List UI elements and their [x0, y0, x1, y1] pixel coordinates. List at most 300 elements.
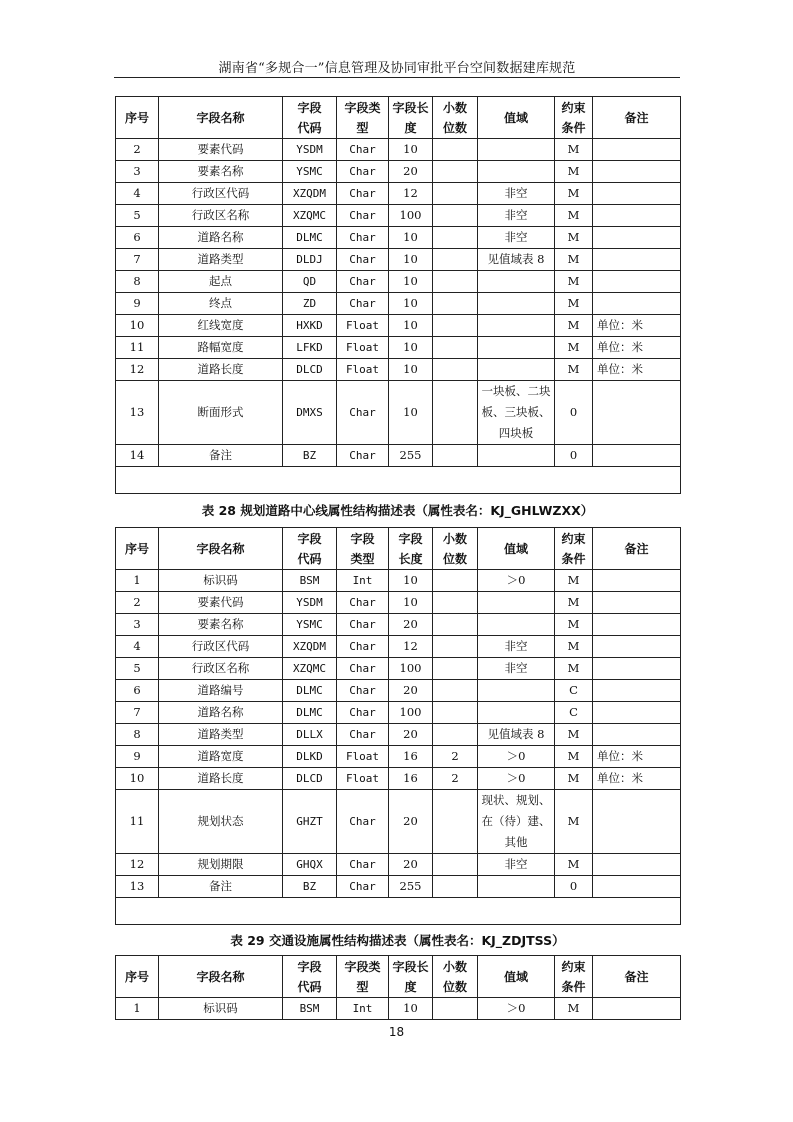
- cell-domain: 非空: [478, 205, 555, 227]
- cell-seq: 1: [116, 570, 159, 592]
- col-note: 备注: [593, 528, 681, 570]
- cell-code: YSMC: [283, 614, 337, 636]
- cell-decimals: [433, 592, 478, 614]
- cell-name: 行政区名称: [159, 205, 283, 227]
- cell-length: 20: [389, 854, 433, 876]
- cell-decimals: [433, 445, 478, 467]
- table-row: [116, 790, 681, 854]
- cell-code: XZQDM: [283, 183, 337, 205]
- cell-note: [593, 636, 681, 658]
- col-seq: 序号: [116, 97, 159, 139]
- cell-domain: [478, 139, 555, 161]
- cell-length: 100: [389, 205, 433, 227]
- cell-code: HXKD: [283, 315, 337, 337]
- cell-name: 标识码: [159, 570, 283, 592]
- cell-type: Float: [337, 768, 389, 790]
- cell-length: 12: [389, 183, 433, 205]
- cell-name: 规划期限: [159, 854, 283, 876]
- col-note: 备注: [593, 97, 681, 139]
- cell-decimals: [433, 614, 478, 636]
- cell-constraint: M: [555, 790, 593, 854]
- cell-seq: 6: [116, 680, 159, 702]
- table-row: [116, 161, 681, 183]
- cell-note: [593, 139, 681, 161]
- cell-note: [593, 614, 681, 636]
- page-number: 18: [388, 1025, 405, 1039]
- table-row: [116, 724, 681, 746]
- col-domain: 值域: [478, 97, 555, 139]
- cell-length: 10: [389, 592, 433, 614]
- col-seq: 序号: [116, 528, 159, 570]
- cell-code: GHZT: [283, 790, 337, 854]
- cell-domain: 非空: [478, 854, 555, 876]
- cell-name: 起点: [159, 271, 283, 293]
- cell-code: DLKD: [283, 746, 337, 768]
- col-type: 字段 类型: [337, 528, 389, 570]
- cell-domain: ＞0: [478, 768, 555, 790]
- cell-domain: [478, 337, 555, 359]
- table-row: [116, 337, 681, 359]
- cell-domain: [478, 592, 555, 614]
- cell-name: 断面形式: [159, 381, 283, 445]
- col-name: 字段名称: [159, 97, 283, 139]
- cell-length: 10: [389, 249, 433, 271]
- cell-seq: 10: [116, 768, 159, 790]
- cell-type: Float: [337, 315, 389, 337]
- table-row: [116, 271, 681, 293]
- cell-empty: [116, 898, 681, 925]
- cell-note: 单位：米: [593, 337, 681, 359]
- cell-length: 10: [389, 570, 433, 592]
- col-decimals: 小数 位数: [433, 97, 478, 139]
- cell-length: 10: [389, 359, 433, 381]
- table-29-caption: 表 29 交通设施属性结构描述表（属性表名：KJ_ZDJTSS）: [230, 933, 565, 948]
- table-header-row: [116, 528, 681, 570]
- cell-seq: 10: [116, 315, 159, 337]
- table-row: [116, 570, 681, 592]
- cell-code: QD: [283, 271, 337, 293]
- cell-name: 道路编号: [159, 680, 283, 702]
- cell-length: 20: [389, 724, 433, 746]
- cell-code: DLCD: [283, 359, 337, 381]
- cell-decimals: [433, 293, 478, 315]
- col-length: 字段长 度: [389, 97, 433, 139]
- cell-name: 道路宽度: [159, 746, 283, 768]
- cell-name: 要素代码: [159, 592, 283, 614]
- cell-decimals: [433, 315, 478, 337]
- cell-note: [593, 381, 681, 445]
- cell-decimals: [433, 139, 478, 161]
- cell-note: [593, 445, 681, 467]
- cell-seq: 2: [116, 592, 159, 614]
- cell-constraint: M: [555, 998, 593, 1020]
- cell-name: 道路长度: [159, 359, 283, 381]
- cell-code: GHQX: [283, 854, 337, 876]
- cell-constraint: M: [555, 636, 593, 658]
- cell-length: 10: [389, 271, 433, 293]
- cell-decimals: [433, 249, 478, 271]
- table-row: [116, 592, 681, 614]
- cell-name: 行政区代码: [159, 183, 283, 205]
- cell-decimals: 2: [433, 768, 478, 790]
- cell-domain: [478, 445, 555, 467]
- cell-type: Char: [337, 249, 389, 271]
- table-row: [116, 227, 681, 249]
- cell-code: BSM: [283, 570, 337, 592]
- cell-constraint: 0: [555, 381, 593, 445]
- table-row: [116, 998, 681, 1020]
- cell-note: 单位：米: [593, 768, 681, 790]
- cell-code: BZ: [283, 445, 337, 467]
- cell-constraint: M: [555, 249, 593, 271]
- cell-name: 规划状态: [159, 790, 283, 854]
- cell-domain: [478, 293, 555, 315]
- table-row: [116, 205, 681, 227]
- col-code: 字段 代码: [283, 528, 337, 570]
- col-length: 字段长 度: [389, 956, 433, 998]
- cell-type: Char: [337, 702, 389, 724]
- cell-code: DMXS: [283, 381, 337, 445]
- cell-name: 道路类型: [159, 249, 283, 271]
- cell-code: DLCD: [283, 768, 337, 790]
- cell-note: [593, 854, 681, 876]
- table-row: [116, 702, 681, 724]
- cell-type: Char: [337, 876, 389, 898]
- cell-length: 100: [389, 702, 433, 724]
- col-code: 字段 代码: [283, 956, 337, 998]
- cell-length: 10: [389, 315, 433, 337]
- cell-type: Char: [337, 139, 389, 161]
- cell-length: 100: [389, 658, 433, 680]
- cell-name: 要素名称: [159, 161, 283, 183]
- cell-decimals: [433, 337, 478, 359]
- cell-name: 要素名称: [159, 614, 283, 636]
- cell-seq: 1: [116, 998, 159, 1020]
- col-seq: 序号: [116, 956, 159, 998]
- cell-code: DLMC: [283, 227, 337, 249]
- cell-domain: 见值域表 8: [478, 249, 555, 271]
- table-27-continued: [115, 96, 681, 494]
- cell-length: 255: [389, 876, 433, 898]
- table-28: [115, 527, 681, 925]
- cell-note: 单位：米: [593, 315, 681, 337]
- cell-constraint: C: [555, 680, 593, 702]
- table-row: [116, 359, 681, 381]
- cell-constraint: M: [555, 315, 593, 337]
- table-row: [116, 445, 681, 467]
- cell-name: 标识码: [159, 998, 283, 1020]
- cell-seq: 12: [116, 359, 159, 381]
- cell-code: BZ: [283, 876, 337, 898]
- table-row: [116, 249, 681, 271]
- cell-seq: 5: [116, 205, 159, 227]
- cell-domain: ＞0: [478, 570, 555, 592]
- cell-length: 10: [389, 381, 433, 445]
- cell-length: 16: [389, 746, 433, 768]
- col-name: 字段名称: [159, 956, 283, 998]
- cell-code: LFKD: [283, 337, 337, 359]
- cell-seq: 13: [116, 876, 159, 898]
- col-constraint: 约束 条件: [555, 97, 593, 139]
- cell-name: 道路类型: [159, 724, 283, 746]
- cell-constraint: M: [555, 768, 593, 790]
- cell-length: 255: [389, 445, 433, 467]
- cell-decimals: [433, 854, 478, 876]
- table-row: [116, 293, 681, 315]
- cell-note: [593, 702, 681, 724]
- cell-seq: 13: [116, 381, 159, 445]
- cell-code: YSMC: [283, 161, 337, 183]
- col-note: 备注: [593, 956, 681, 998]
- header-rule: [114, 77, 680, 78]
- cell-constraint: M: [555, 724, 593, 746]
- cell-seq: 9: [116, 746, 159, 768]
- cell-type: Char: [337, 592, 389, 614]
- cell-code: YSDM: [283, 592, 337, 614]
- cell-seq: 11: [116, 790, 159, 854]
- cell-constraint: M: [555, 205, 593, 227]
- table-header-row: [116, 97, 681, 139]
- cell-name: 道路长度: [159, 768, 283, 790]
- table-row: [116, 381, 681, 445]
- cell-decimals: [433, 271, 478, 293]
- cell-length: 12: [389, 636, 433, 658]
- cell-seq: 3: [116, 614, 159, 636]
- cell-domain: [478, 702, 555, 724]
- cell-length: 16: [389, 768, 433, 790]
- cell-domain: [478, 271, 555, 293]
- cell-seq: 7: [116, 249, 159, 271]
- cell-domain: ＞0: [478, 746, 555, 768]
- cell-seq: 4: [116, 183, 159, 205]
- cell-code: DLMC: [283, 680, 337, 702]
- table-28-caption: 表 28 规划道路中心线属性结构描述表（属性表名：KJ_GHLWZXX）: [201, 503, 594, 518]
- cell-decimals: [433, 205, 478, 227]
- col-domain: 值域: [478, 528, 555, 570]
- cell-constraint: M: [555, 359, 593, 381]
- cell-constraint: M: [555, 854, 593, 876]
- cell-seq: 9: [116, 293, 159, 315]
- cell-seq: 14: [116, 445, 159, 467]
- cell-constraint: M: [555, 139, 593, 161]
- cell-decimals: [433, 183, 478, 205]
- cell-type: Float: [337, 359, 389, 381]
- cell-name: 终点: [159, 293, 283, 315]
- cell-type: Char: [337, 658, 389, 680]
- cell-note: [593, 570, 681, 592]
- table-row: [116, 139, 681, 161]
- cell-constraint: M: [555, 183, 593, 205]
- cell-type: Char: [337, 205, 389, 227]
- cell-code: DLDJ: [283, 249, 337, 271]
- cell-note: [593, 876, 681, 898]
- cell-domain: 见值域表 8: [478, 724, 555, 746]
- cell-type: Int: [337, 998, 389, 1020]
- cell-constraint: M: [555, 614, 593, 636]
- cell-constraint: 0: [555, 445, 593, 467]
- cell-constraint: M: [555, 592, 593, 614]
- cell-length: 10: [389, 139, 433, 161]
- page-header: 湖南省“多规合一”信息管理及协同审批平台空间数据建库规范: [218, 61, 576, 76]
- cell-type: Float: [337, 746, 389, 768]
- cell-length: 20: [389, 614, 433, 636]
- cell-decimals: [433, 998, 478, 1020]
- cell-decimals: [433, 570, 478, 592]
- cell-constraint: 0: [555, 876, 593, 898]
- cell-decimals: [433, 658, 478, 680]
- cell-code: XZQDM: [283, 636, 337, 658]
- table-empty-row: [116, 898, 681, 925]
- cell-note: [593, 790, 681, 854]
- cell-name: 道路名称: [159, 702, 283, 724]
- cell-code: DLMC: [283, 702, 337, 724]
- cell-note: [593, 227, 681, 249]
- cell-domain: 非空: [478, 636, 555, 658]
- table-row: [116, 854, 681, 876]
- cell-name: 路幅宽度: [159, 337, 283, 359]
- cell-note: [593, 592, 681, 614]
- cell-constraint: M: [555, 161, 593, 183]
- cell-type: Char: [337, 636, 389, 658]
- col-type: 字段类 型: [337, 956, 389, 998]
- cell-constraint: M: [555, 271, 593, 293]
- cell-seq: 8: [116, 724, 159, 746]
- table-row: [116, 658, 681, 680]
- col-type: 字段类 型: [337, 97, 389, 139]
- cell-type: Char: [337, 227, 389, 249]
- cell-note: 单位：米: [593, 359, 681, 381]
- table-empty-row: [116, 467, 681, 494]
- table-row: [116, 768, 681, 790]
- cell-seq: 12: [116, 854, 159, 876]
- cell-code: XZQMC: [283, 205, 337, 227]
- cell-type: Char: [337, 614, 389, 636]
- cell-decimals: [433, 359, 478, 381]
- cell-decimals: 2: [433, 746, 478, 768]
- cell-note: [593, 205, 681, 227]
- cell-constraint: M: [555, 658, 593, 680]
- cell-decimals: [433, 702, 478, 724]
- cell-constraint: M: [555, 293, 593, 315]
- cell-name: 备注: [159, 876, 283, 898]
- cell-domain: [478, 161, 555, 183]
- table-row: [116, 636, 681, 658]
- table-header-row: [116, 956, 681, 998]
- cell-domain: [478, 614, 555, 636]
- cell-type: Char: [337, 381, 389, 445]
- cell-note: [593, 271, 681, 293]
- cell-domain: 现状、规划、 在（待）建、 其他: [478, 790, 555, 854]
- cell-type: Char: [337, 293, 389, 315]
- cell-domain: 非空: [478, 658, 555, 680]
- cell-type: Char: [337, 161, 389, 183]
- cell-name: 行政区名称: [159, 658, 283, 680]
- cell-empty: [116, 467, 681, 494]
- cell-constraint: M: [555, 337, 593, 359]
- cell-constraint: M: [555, 227, 593, 249]
- cell-type: Float: [337, 337, 389, 359]
- cell-length: 20: [389, 161, 433, 183]
- cell-domain: 一块板、二块 板、三块板、 四块板: [478, 381, 555, 445]
- cell-type: Char: [337, 790, 389, 854]
- col-constraint: 约束 条件: [555, 528, 593, 570]
- cell-code: XZQMC: [283, 658, 337, 680]
- cell-code: ZD: [283, 293, 337, 315]
- cell-seq: 8: [116, 271, 159, 293]
- cell-type: Char: [337, 271, 389, 293]
- cell-note: [593, 183, 681, 205]
- cell-name: 行政区代码: [159, 636, 283, 658]
- cell-type: Char: [337, 724, 389, 746]
- cell-code: BSM: [283, 998, 337, 1020]
- cell-type: Int: [337, 570, 389, 592]
- cell-seq: 4: [116, 636, 159, 658]
- cell-length: 20: [389, 790, 433, 854]
- cell-length: 10: [389, 293, 433, 315]
- col-domain: 值域: [478, 956, 555, 998]
- cell-decimals: [433, 636, 478, 658]
- col-length: 字段 长度: [389, 528, 433, 570]
- cell-domain: [478, 876, 555, 898]
- cell-decimals: [433, 876, 478, 898]
- cell-domain: [478, 359, 555, 381]
- cell-seq: 5: [116, 658, 159, 680]
- table-29: [115, 955, 681, 1020]
- cell-length: 10: [389, 998, 433, 1020]
- cell-name: 道路名称: [159, 227, 283, 249]
- cell-note: [593, 724, 681, 746]
- cell-name: 备注: [159, 445, 283, 467]
- cell-decimals: [433, 790, 478, 854]
- cell-length: 10: [389, 227, 433, 249]
- col-code: 字段 代码: [283, 97, 337, 139]
- cell-type: Char: [337, 680, 389, 702]
- cell-constraint: C: [555, 702, 593, 724]
- cell-constraint: M: [555, 570, 593, 592]
- table-row: [116, 680, 681, 702]
- cell-domain: [478, 315, 555, 337]
- table-row: [116, 315, 681, 337]
- cell-decimals: [433, 724, 478, 746]
- cell-decimals: [433, 381, 478, 445]
- table-row: [116, 614, 681, 636]
- cell-note: [593, 293, 681, 315]
- cell-length: 10: [389, 337, 433, 359]
- cell-type: Char: [337, 445, 389, 467]
- cell-length: 20: [389, 680, 433, 702]
- cell-domain: 非空: [478, 183, 555, 205]
- col-constraint: 约束 条件: [555, 956, 593, 998]
- cell-note: [593, 658, 681, 680]
- table-row: [116, 183, 681, 205]
- cell-note: [593, 161, 681, 183]
- cell-code: YSDM: [283, 139, 337, 161]
- cell-code: DLLX: [283, 724, 337, 746]
- cell-name: 红线宽度: [159, 315, 283, 337]
- cell-domain: [478, 680, 555, 702]
- cell-decimals: [433, 227, 478, 249]
- cell-decimals: [433, 161, 478, 183]
- table-row: [116, 876, 681, 898]
- col-decimals: 小数 位数: [433, 956, 478, 998]
- cell-seq: 7: [116, 702, 159, 724]
- cell-name: 要素代码: [159, 139, 283, 161]
- cell-domain: ＞0: [478, 998, 555, 1020]
- cell-seq: 3: [116, 161, 159, 183]
- cell-note: [593, 680, 681, 702]
- col-decimals: 小数 位数: [433, 528, 478, 570]
- cell-seq: 11: [116, 337, 159, 359]
